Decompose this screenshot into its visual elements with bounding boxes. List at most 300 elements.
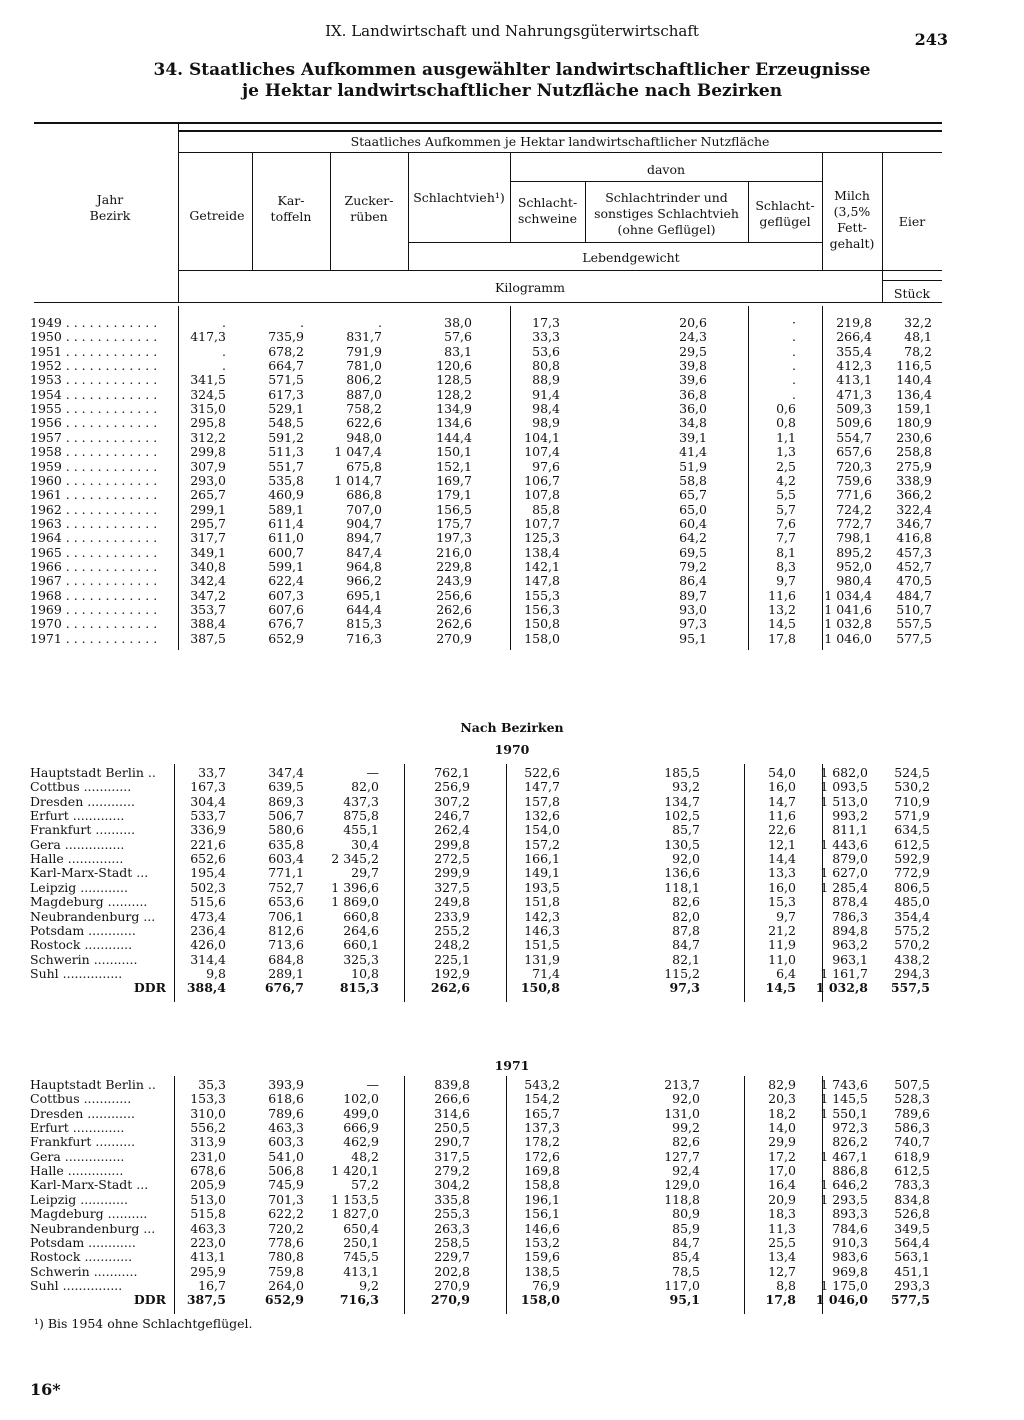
row-label: Frankfurt .......... [30, 1135, 136, 1150]
table-row [0, 316, 1024, 330]
col-schlachtgefluegel: Schlacht- geflügel [755, 198, 815, 229]
table-cell: 14,0 [768, 1120, 796, 1136]
table-cell: 650,4 [343, 1220, 379, 1236]
row-label: Erfurt ............. [30, 809, 125, 824]
table-cell: 10,8 [351, 965, 379, 981]
table-cell: 1,3 [776, 444, 796, 460]
table-cell: 13,4 [768, 1249, 796, 1265]
table-cell: 299,8 [434, 836, 470, 852]
table-cell: — [366, 765, 379, 780]
table-cell: 79,2 [679, 558, 707, 574]
table-cell: 910,3 [832, 1234, 868, 1250]
table-cell: 33,7 [198, 765, 226, 780]
table-cell: 152,1 [436, 458, 472, 474]
table-cell: 262,6 [436, 616, 472, 632]
table-cell: 131,9 [524, 951, 560, 967]
table-cell: 720,3 [836, 458, 872, 474]
table-cell: 11,3 [768, 1220, 796, 1236]
table-cell: 1 046,0 [815, 1292, 868, 1308]
table-cell: 599,1 [268, 558, 304, 574]
col-milch: Milch (3,5% Fett- gehalt) [829, 188, 875, 251]
table-cell: 580,6 [268, 822, 304, 838]
table-cell: 327,5 [434, 879, 470, 895]
table-cell: 438,2 [894, 951, 930, 967]
table-cell: 147,8 [524, 573, 560, 589]
table-cell: 13,2 [768, 602, 796, 617]
table-cell: 157,2 [524, 836, 560, 852]
table-cell: 6,4 [776, 965, 796, 981]
row-label: Potsdam ............ [30, 923, 136, 938]
table-cell: 511,3 [268, 444, 304, 460]
table-cell: 607,6 [268, 602, 304, 617]
table-cell: 290,7 [434, 1134, 470, 1150]
table-cell: 437,3 [343, 793, 379, 809]
table-cell: 762,1 [434, 765, 470, 780]
table-cell: 1 513,0 [820, 793, 868, 809]
table-cell: 299,1 [190, 501, 226, 517]
table-cell: 263,3 [434, 1220, 470, 1236]
table-cell: 97,6 [532, 458, 560, 474]
row-label: Leipzig ............ [30, 880, 128, 895]
table-cell: 275,9 [896, 458, 932, 474]
table-cell: 150,8 [520, 980, 560, 996]
table-cell: 129,0 [664, 1177, 700, 1193]
table-cell: 262,4 [434, 822, 470, 838]
printer-signature: 16* [30, 1380, 61, 1399]
table-cell: 759,8 [268, 1263, 304, 1279]
table-cell: 972,3 [832, 1120, 868, 1136]
table-cell: 7,6 [776, 515, 796, 531]
table-cell: 299,8 [190, 444, 226, 460]
table-cell: 82,6 [672, 1134, 700, 1150]
table-cell: 7,7 [776, 530, 796, 546]
table-cell: 80,8 [532, 358, 560, 374]
table-cell: 652,9 [268, 630, 304, 646]
table-cell: 869,3 [268, 793, 304, 809]
row-label: Neubrandenburg ... [30, 909, 156, 924]
table-cell: 676,7 [268, 616, 304, 632]
table-cell: 452,7 [896, 558, 932, 574]
table-cell: 510,7 [896, 602, 932, 617]
table-cell: 839,8 [434, 1077, 470, 1092]
table-cell: 172,6 [524, 1148, 560, 1164]
table-cell: 509,3 [836, 401, 872, 417]
table-cell: 179,1 [436, 487, 472, 503]
col-getreide: Getreide [189, 208, 245, 223]
table-cell: 387,5 [186, 1292, 226, 1308]
table-cell: 88,9 [532, 372, 560, 388]
total-row [0, 981, 1024, 995]
table-cell: 29,7 [351, 865, 379, 881]
table-cell: 513,0 [190, 1191, 226, 1207]
row-label: 1950 . . . . . . . . . . . . [30, 330, 158, 345]
table-cell: 1,1 [776, 429, 796, 445]
table-cell: 130,5 [664, 836, 700, 852]
table-cell: 128,2 [436, 386, 472, 402]
row-label: 1949 . . . . . . . . . . . . [30, 316, 158, 330]
table-cell: 169,8 [524, 1163, 560, 1179]
table-cell: 969,8 [832, 1263, 868, 1279]
table-cell: 89,7 [679, 587, 707, 603]
table-cell: 349,5 [894, 1220, 930, 1236]
section-year-1971: 1971 [494, 1058, 530, 1073]
table-cell: 8,1 [776, 544, 796, 560]
table-cell: 223,0 [190, 1234, 226, 1250]
table-cell: 548,5 [268, 415, 304, 431]
table-cell: 65,0 [679, 501, 707, 517]
table-cell: 678,6 [190, 1163, 226, 1179]
table-cell: 20,3 [768, 1091, 796, 1107]
table-cell: 146,6 [524, 1220, 560, 1236]
table-cell: 295,7 [190, 515, 226, 531]
table-cell: 82,1 [672, 951, 700, 967]
table-cell: 1 153,5 [331, 1191, 379, 1207]
table-cell: 106,7 [524, 472, 560, 488]
table-cell: 53,6 [532, 343, 560, 359]
table-cell: 570,2 [894, 937, 930, 953]
table-cell: 21,2 [768, 922, 796, 938]
table-cell: 93,0 [679, 602, 707, 617]
row-label: 1959 . . . . . . . . . . . . [30, 459, 158, 474]
table-cell: 69,5 [679, 544, 707, 560]
table-cell: 644,4 [346, 602, 382, 617]
table-cell: 84,7 [672, 1234, 700, 1250]
table-cell: 266,4 [836, 329, 872, 345]
section-year-1970: 1970 [494, 742, 530, 757]
table-cell: 158,0 [524, 630, 560, 646]
table-row [0, 1236, 1024, 1250]
table-cell: 125,3 [524, 530, 560, 546]
table-cell: 591,2 [268, 429, 304, 445]
table-cell: . [300, 315, 304, 330]
table-cell: 533,7 [190, 808, 226, 824]
table-cell: 470,5 [896, 573, 932, 589]
table-cell: 5,5 [776, 487, 796, 503]
footnote: ¹) Bis 1954 ohne Schlachtgeflügel. [34, 1316, 253, 1331]
table-cell: 225,1 [434, 951, 470, 967]
table-cell: 834,8 [894, 1191, 930, 1207]
table-cell: 117,0 [664, 1277, 700, 1293]
table-cell: 786,3 [832, 908, 868, 924]
table-cell: 617,3 [268, 386, 304, 402]
table-cell: 557,5 [890, 980, 930, 996]
table-cell: 341,5 [190, 372, 226, 388]
col-schlachtrinder: Schlachtrinder und sonstiges Schlachtvieh (ohne Geflügel) [594, 190, 739, 237]
table-cell: 541,0 [268, 1148, 304, 1164]
table-cell: 657,6 [836, 444, 872, 460]
table-cell: 894,7 [346, 530, 382, 546]
table-cell: 138,4 [524, 544, 560, 560]
table-cell: 92,4 [672, 1163, 700, 1179]
table-cell: 0,6 [776, 401, 796, 417]
rule-top [34, 122, 942, 124]
row-label: 1969 . . . . . . . . . . . . [30, 603, 158, 617]
table-cell: 686,8 [346, 487, 382, 503]
table-cell: 413,1 [836, 372, 872, 388]
table-cell: 166,1 [524, 851, 560, 867]
table-cell: 1 047,4 [334, 444, 382, 460]
table-cell: 678,2 [268, 343, 304, 359]
table-cell: 789,6 [268, 1105, 304, 1121]
table-cell: 180,9 [896, 415, 932, 431]
table-cell: 875,8 [343, 808, 379, 824]
rule-kg [178, 270, 942, 271]
table-cell: 107,7 [524, 515, 560, 531]
table-cell: 713,6 [268, 937, 304, 953]
table-cell: 11,6 [768, 587, 796, 603]
table-cell: 140,4 [896, 372, 932, 388]
row-label: Gera ............... [30, 1149, 125, 1164]
table-cell: 60,4 [679, 515, 707, 531]
table-cell: 279,2 [434, 1163, 470, 1179]
table-row [0, 766, 1024, 780]
table-cell: 29,9 [768, 1134, 796, 1150]
rule-header-bottom [34, 302, 942, 303]
table-cell: 603,4 [268, 851, 304, 867]
table-row [0, 1121, 1024, 1135]
table-cell: . [222, 315, 226, 330]
table-row [0, 1193, 1024, 1207]
table-cell: 9,7 [776, 573, 796, 589]
table-cell: 39,1 [679, 429, 707, 445]
table-cell: 17,2 [768, 1148, 796, 1164]
table-cell: 8,8 [776, 1277, 796, 1293]
table-cell: 710,9 [894, 793, 930, 809]
table-cell: 159,1 [896, 401, 932, 417]
table-cell: 230,6 [896, 429, 932, 445]
row-label: 1960 . . . . . . . . . . . . [30, 473, 158, 488]
rule-group [178, 152, 942, 153]
table-cell: 153,2 [524, 1234, 560, 1250]
table-row [0, 1178, 1024, 1192]
table-cell: 57,2 [351, 1177, 379, 1193]
table-cell: 1 869,0 [331, 894, 379, 910]
rule-lebend [408, 242, 822, 243]
row-label: Gera ............... [30, 837, 125, 852]
table-cell: 315,0 [190, 401, 226, 417]
table-cell: 551,7 [268, 458, 304, 474]
table-cell: 41,4 [679, 444, 707, 460]
table-row [0, 795, 1024, 809]
table-cell: 11,0 [768, 951, 796, 967]
table-cell: 256,9 [434, 779, 470, 795]
table-cell: 847,4 [346, 544, 382, 560]
table-cell: 167,3 [190, 779, 226, 795]
table-cell: 36,8 [679, 386, 707, 402]
table-cell: 964,8 [346, 558, 382, 574]
table-cell: 17,3 [532, 315, 560, 330]
row-label: 1963 . . . . . . . . . . . . [30, 516, 158, 531]
table-row [0, 1265, 1024, 1279]
table-cell: 347,4 [268, 765, 304, 780]
table-cell: 789,6 [894, 1105, 930, 1121]
table-cell: 335,8 [434, 1191, 470, 1207]
row-label: Suhl ............... [30, 966, 123, 981]
table-cell: 506,8 [268, 1163, 304, 1179]
table-cell: 71,4 [532, 965, 560, 981]
table-cell: 156,5 [436, 501, 472, 517]
row-label: 1953 . . . . . . . . . . . . [30, 373, 158, 388]
row-label: Rostock ............ [30, 1250, 133, 1265]
page-number: 243 [914, 30, 948, 49]
table-cell: 473,4 [190, 908, 226, 924]
row-label: Karl-Marx-Stadt ... [30, 1178, 149, 1193]
table-cell: 460,9 [268, 487, 304, 503]
table-cell: 1 041,6 [824, 602, 872, 617]
table-cell: 262,6 [436, 602, 472, 617]
table-cell: 0,8 [776, 415, 796, 431]
table-cell: 322,4 [896, 501, 932, 517]
table-cell: 2,5 [776, 458, 796, 474]
table-cell: 340,8 [190, 558, 226, 574]
table-cell: 175,7 [436, 515, 472, 531]
table-cell: 250,1 [343, 1234, 379, 1250]
table-cell: 745,9 [268, 1177, 304, 1193]
table-cell: 1 034,4 [824, 587, 872, 603]
table-row [0, 866, 1024, 880]
table-cell: 12,1 [768, 836, 796, 852]
table-cell: 24,3 [679, 329, 707, 345]
table-cell: 35,3 [198, 1077, 226, 1092]
table-row [0, 967, 1024, 981]
section-title: Nach Bezirken [460, 720, 564, 735]
table-cell: 325,3 [343, 951, 379, 967]
table-cell: 778,6 [268, 1234, 304, 1250]
table-cell: 156,1 [524, 1206, 560, 1222]
table-cell: 457,3 [896, 544, 932, 560]
row-label: 1956 . . . . . . . . . . . . [30, 416, 158, 431]
table-cell: 675,8 [346, 458, 382, 474]
table-cell: 99,2 [672, 1120, 700, 1136]
row-label: 1958 . . . . . . . . . . . . [30, 445, 158, 460]
table-cell: 102,5 [664, 808, 700, 824]
table-cell: 255,3 [434, 1206, 470, 1222]
table-cell: 158,8 [524, 1177, 560, 1193]
table-row [0, 1078, 1024, 1092]
table-cell: 83,1 [444, 343, 472, 359]
table-cell: 831,7 [346, 329, 382, 345]
table-cell: 169,7 [436, 472, 472, 488]
table-cell: 530,2 [894, 779, 930, 795]
table-cell: 144,4 [436, 429, 472, 445]
table-cell: 12,7 [768, 1263, 796, 1279]
row-label: Leipzig ............ [30, 1192, 128, 1207]
unit-kilogramm: Kilogramm [495, 280, 565, 295]
table-cell: 603,3 [268, 1134, 304, 1150]
table-cell: 952,0 [836, 558, 872, 574]
table-cell: 317,7 [190, 530, 226, 546]
table-cell: 1 161,7 [820, 965, 868, 981]
table-cell: 622,6 [346, 415, 382, 431]
table-cell: 812,6 [268, 922, 304, 938]
row-label: 1952 . . . . . . . . . . . . [30, 359, 158, 374]
table-cell: 84,7 [672, 937, 700, 953]
table-cell: 48,1 [904, 329, 932, 345]
table-cell: 666,9 [343, 1120, 379, 1136]
table-cell: . [378, 315, 382, 330]
table-row [0, 330, 1024, 344]
row-label: 1957 . . . . . . . . . . . . [30, 430, 158, 445]
table-cell: 347,2 [190, 587, 226, 603]
table-cell: 97,3 [669, 980, 700, 996]
table-cell: 1 032,8 [824, 616, 872, 632]
table-cell: 455,1 [343, 822, 379, 838]
table-row [0, 924, 1024, 938]
table-cell: 155,3 [524, 587, 560, 603]
table-cell: 353,7 [190, 602, 226, 617]
table-cell: 85,4 [672, 1249, 700, 1265]
table-cell: 886,8 [832, 1163, 868, 1179]
table-cell: 798,1 [836, 530, 872, 546]
table-cell: 29,5 [679, 343, 707, 359]
table-cell: 336,9 [190, 822, 226, 838]
row-label: 1951 . . . . . . . . . . . . [30, 344, 158, 359]
table-cell: 506,7 [268, 808, 304, 824]
row-label: Hauptstadt Berlin .. [30, 766, 156, 780]
table-cell: 299,9 [434, 865, 470, 881]
table-cell: 471,3 [836, 386, 872, 402]
table-cell: 136,4 [896, 386, 932, 402]
table-cell: 312,2 [190, 429, 226, 445]
table-cell: 720,2 [268, 1220, 304, 1236]
row-label: DDR [133, 1293, 166, 1308]
table-cell: 85,9 [672, 1220, 700, 1236]
table-cell: 1 032,8 [815, 980, 868, 996]
row-label: Rostock ............ [30, 938, 133, 953]
table-cell: 1 175,0 [820, 1277, 868, 1293]
table-cell: 515,6 [190, 894, 226, 910]
table-row [0, 359, 1024, 373]
table-cell: 132,6 [524, 808, 560, 824]
stub-header: Jahr Bezirk [89, 192, 131, 223]
table-row [0, 895, 1024, 909]
table-cell: . [792, 386, 796, 402]
table-cell: 92,0 [672, 1091, 700, 1107]
table-cell: 1 682,0 [820, 765, 868, 780]
table-cell: 104,1 [524, 429, 560, 445]
table-cell: 635,8 [268, 836, 304, 852]
table-cell: 98,9 [532, 415, 560, 431]
table-row [0, 402, 1024, 416]
table-cell: — [366, 1077, 379, 1092]
table-cell: 39,8 [679, 358, 707, 374]
table-cell: 618,9 [894, 1148, 930, 1164]
table-cell: 270,9 [434, 1277, 470, 1293]
vline-3 [408, 152, 409, 270]
table-cell: 78,5 [672, 1263, 700, 1279]
table-cell: 85,7 [672, 822, 700, 838]
table-cell: 202,8 [434, 1263, 470, 1279]
table-subtitle: je Hektar landwirtschaftlicher Nutzfläche nach Bezirken [241, 81, 783, 101]
table-cell: 426,0 [190, 937, 226, 953]
table-row [0, 373, 1024, 387]
table-cell: 51,9 [679, 458, 707, 474]
table-row [0, 632, 1024, 646]
table-cell: 15,3 [768, 894, 796, 910]
table-cell: 294,3 [894, 965, 930, 981]
col-schlachtvieh: Schlachtvieh¹) [413, 190, 505, 205]
table-cell: 771,1 [268, 865, 304, 881]
table-cell: 1 443,6 [820, 836, 868, 852]
table-cell: 192,9 [434, 965, 470, 981]
table-cell: 116,5 [896, 358, 932, 374]
table-cell: 1 093,5 [820, 779, 868, 795]
table-cell: 416,8 [896, 530, 932, 546]
table-cell: 185,5 [664, 765, 700, 780]
table-row [0, 838, 1024, 852]
table-cell: 264,0 [268, 1277, 304, 1293]
table-cell: 772,7 [836, 515, 872, 531]
